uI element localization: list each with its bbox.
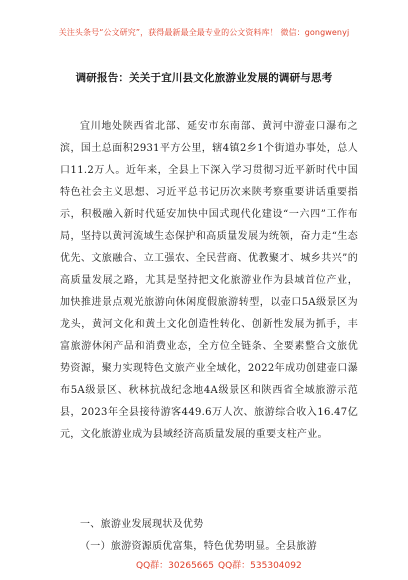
footer-qq-group-2: QQ群：535304092 (218, 561, 302, 571)
promo-banner-text: 关注头条号“公文研究”，获得最新最全最专业的公文资料库！ 微信：gongwenyj (58, 28, 350, 37)
document-body (60, 116, 358, 446)
section-heading: 一、旅游业发展现状及优势 (80, 519, 204, 530)
page-title: 调研报告：关关于宜川县文化旅游业发展的调研与思考 (75, 72, 333, 84)
subsection-heading: （一）旅游资源质优富集，特色优势明显。全县旅游 (80, 541, 317, 552)
footer-contact (0, 556, 408, 574)
paragraph-intro: 宜川地处陕西省北部、延安市东南部、黄河中游壶口瀑布之滨，国土总面积2931平方公里，辖4镇2乡1个街道办事处，总人口11.2万人。近年来，全县上下深入学习贯彻习近平新时代中国特色社会主义思想、习近平总书记历次来陕考察重要讲话重要指示，积极融入新时代延安加快中国式现代化建设“一六四”工作布局，坚持以黄河流域生态保护和高质量发展为统领，奋力走“生态优先、文旅融合、立工强农、全民营商、优教聚才、城乡共兴”的高质量发展之路，尤其是坚持把文化旅游业作为县域首位产业，加快推进景点观光旅游向休闲度假旅游转型，以壶口5A级景区为龙头，黄河文化和黄土文化创造性转化、创新性发展为抓手，丰富旅游休闲产品和消费业态，全方位全链条、全要素整合文旅优势资源，聚力实现特色文旅产业全域化，2022年成功创建壶口瀑布5A级景区、秋林抗战纪念地4A级景区和陕西省全域旅游示范县，2023年全县接待游客449.6万人次、旅游综合收入16.47亿元，文化旅游业成为县域经济高质量发展的重要支柱产业。 (60, 121, 358, 440)
header-bar (0, 0, 408, 44)
footer-qq-group-1: QQ群：30265665 (136, 561, 214, 571)
